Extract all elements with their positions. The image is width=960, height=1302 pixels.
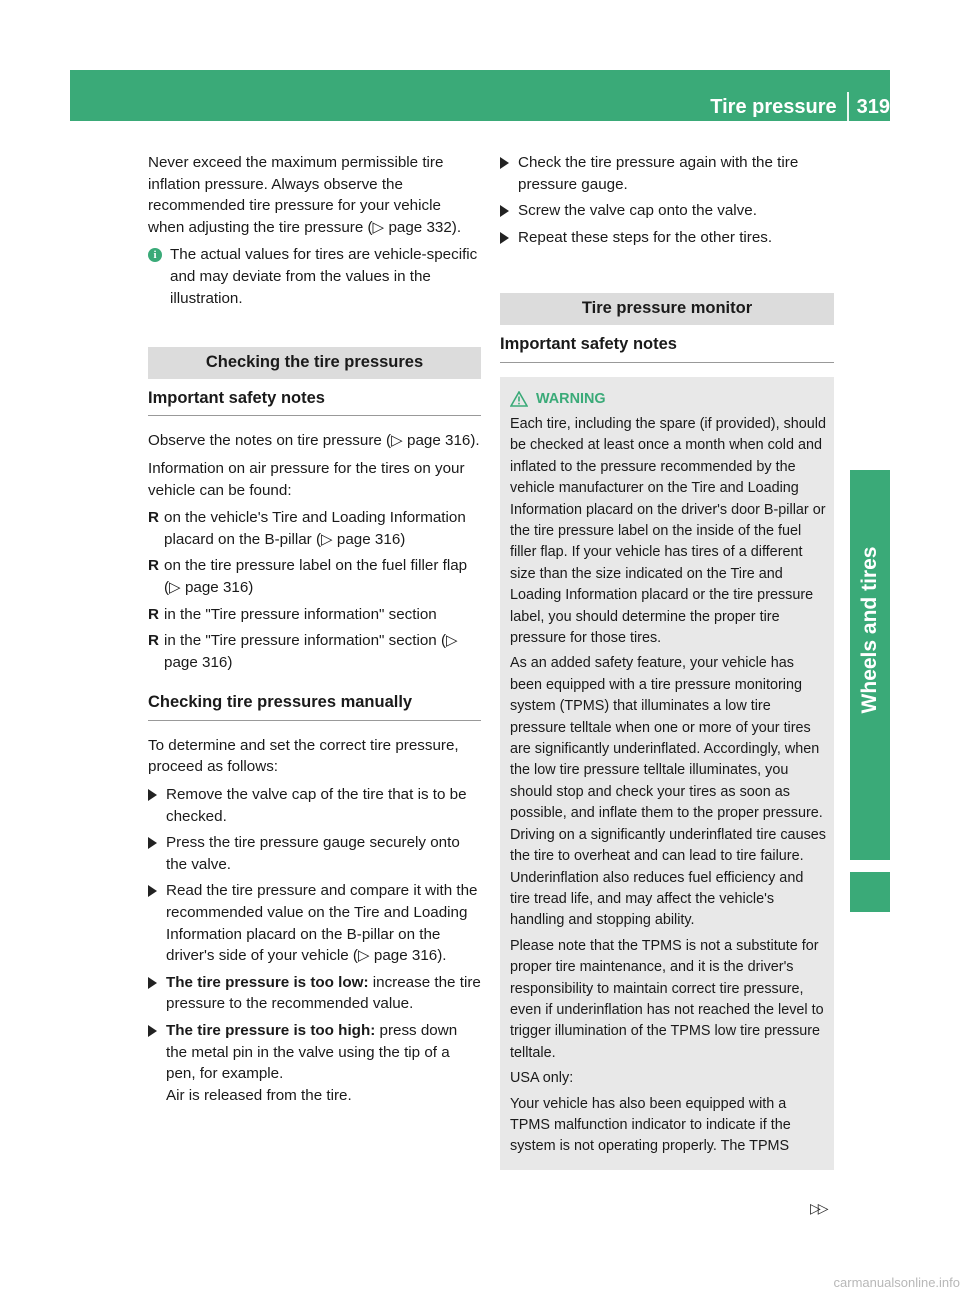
step-item: The tire pressure is too high: press down the metal pin in the valve using the tip of a pen, for example. Air is released from the tire. [148, 1020, 481, 1106]
paragraph-determine: To determine and set the correct tire pressure, proceed as follows: [148, 736, 459, 776]
left-column [148, 152, 481, 1111]
warning-paragraph: Please note that the TPMS is not a substitute for proper tire maintenance, and it is the driver's responsibility to maintain correct tire pressure, even if underinflation has not reached the level to trigger illumination of the TPMS low tire pressure telltale. [510, 937, 824, 1061]
side-tab-label: Wheels and tires [858, 546, 882, 714]
step-item: Screw the valve cap onto the valve. [500, 200, 834, 222]
warning-box [500, 377, 834, 1170]
step-item: Check the tire pressure again with the tire pressure gauge. [500, 152, 834, 195]
warning-icon [510, 391, 528, 407]
info-note [148, 244, 481, 309]
step-item: Repeat these steps for the other tires. [500, 227, 834, 249]
side-marker [850, 872, 890, 912]
info-icon: i [148, 248, 162, 262]
step-item: Press the tire pressure gauge securely onto the valve. [148, 832, 481, 875]
warning-header [510, 389, 826, 410]
paragraph-observe: Observe the notes on tire pressure (▷ page 316). [148, 432, 480, 450]
bullet-list [148, 507, 481, 673]
header-title: Tire pressure [710, 96, 837, 118]
section-title-checking: Checking the tire pressures [148, 347, 481, 379]
list-item: R in the "Tire pressure information" section [148, 605, 437, 623]
section-title-monitor: Tire pressure monitor [500, 293, 834, 325]
page-number: 319 [856, 96, 890, 118]
footer-url: carmanualsonline.info [833, 1275, 960, 1290]
list-item: R on the tire pressure label on the fuel filler flap (▷ page 316) [148, 557, 468, 596]
subheading-safety-notes: Important safety notes [148, 379, 481, 417]
warning-paragraph: USA only: [510, 1070, 574, 1087]
warning-paragraph: Each tire, including the spare (if provided), should be checked at least once a month when cold and inflated to the pressure recommended by the vehicle manufacturer on the Tire and Loading Information placard on the driver's door B-pillar or the tire pressure label on the inside of the fuel filler flap. If your vehicle has tires of a different size than the size indicated on the Tire and Loading Information placard or the tire pressure label, you should determine the proper tire pressure for those tires. [510, 415, 826, 647]
step-item: Read the tire pressure and compare it with the recommended value on the Tire and Loading Information placard on the B-pillar on the driver's side of your vehicle (▷ page 316). [148, 880, 481, 966]
continue-icon: ▷▷ [810, 1200, 826, 1216]
header-separator [847, 92, 849, 122]
step-item: Remove the valve cap of the tire that is to be checked. [148, 784, 481, 827]
subheading-manual: Checking tire pressures manually [148, 683, 481, 721]
subheading-monitor-safety: Important safety notes [500, 325, 834, 363]
intro-paragraph: Never exceed the maximum permissible tire inflation pressure. Always observe the recommended tire pressure for your vehicle when adjusting the tire pressure (▷ page 332). [148, 154, 462, 236]
step-item: The tire pressure is too low: increase the tire pressure to the recommended value. [148, 972, 481, 1015]
list-item: R on the vehicle's Tire and Loading Information placard on the B-pillar (▷ page 316) [148, 509, 466, 548]
info-note-text: The actual values for tires are vehicle-specific and may deviate from the values in the illustration. [170, 246, 478, 307]
step-list-continued [500, 152, 834, 248]
list-item: R in the "Tire pressure information" section (▷ page 316) [148, 632, 458, 671]
header [710, 92, 890, 122]
paragraph-information: Information on air pressure for the tires on your vehicle can be found: [148, 459, 465, 499]
step-list [148, 784, 481, 1106]
right-column [500, 152, 834, 1170]
warning-label: WARNING [536, 390, 606, 407]
warning-paragraph: As an added safety feature, your vehicle has been equipped with a tire pressure monitoring system (TPMS) that illuminates a low tire pressure telltale when one or more of your tires are significantly underinflated. Accordingly, when the low tire pressure telltale illuminates, you should stop and check your tires as soon as possible, and inflate them to the proper pressure. Driving on a significantly underinflated tire causes the tire to overheat and can lead to tire failure. Underinflation also reduces fuel efficiency and tire tread life, and may affect the vehicle's handling and stopping ability. [510, 655, 826, 929]
warning-paragraph: Your vehicle has also been equipped with a TPMS malfunction indicator to indicate if the system is not operating properly. The TPMS [510, 1095, 791, 1155]
